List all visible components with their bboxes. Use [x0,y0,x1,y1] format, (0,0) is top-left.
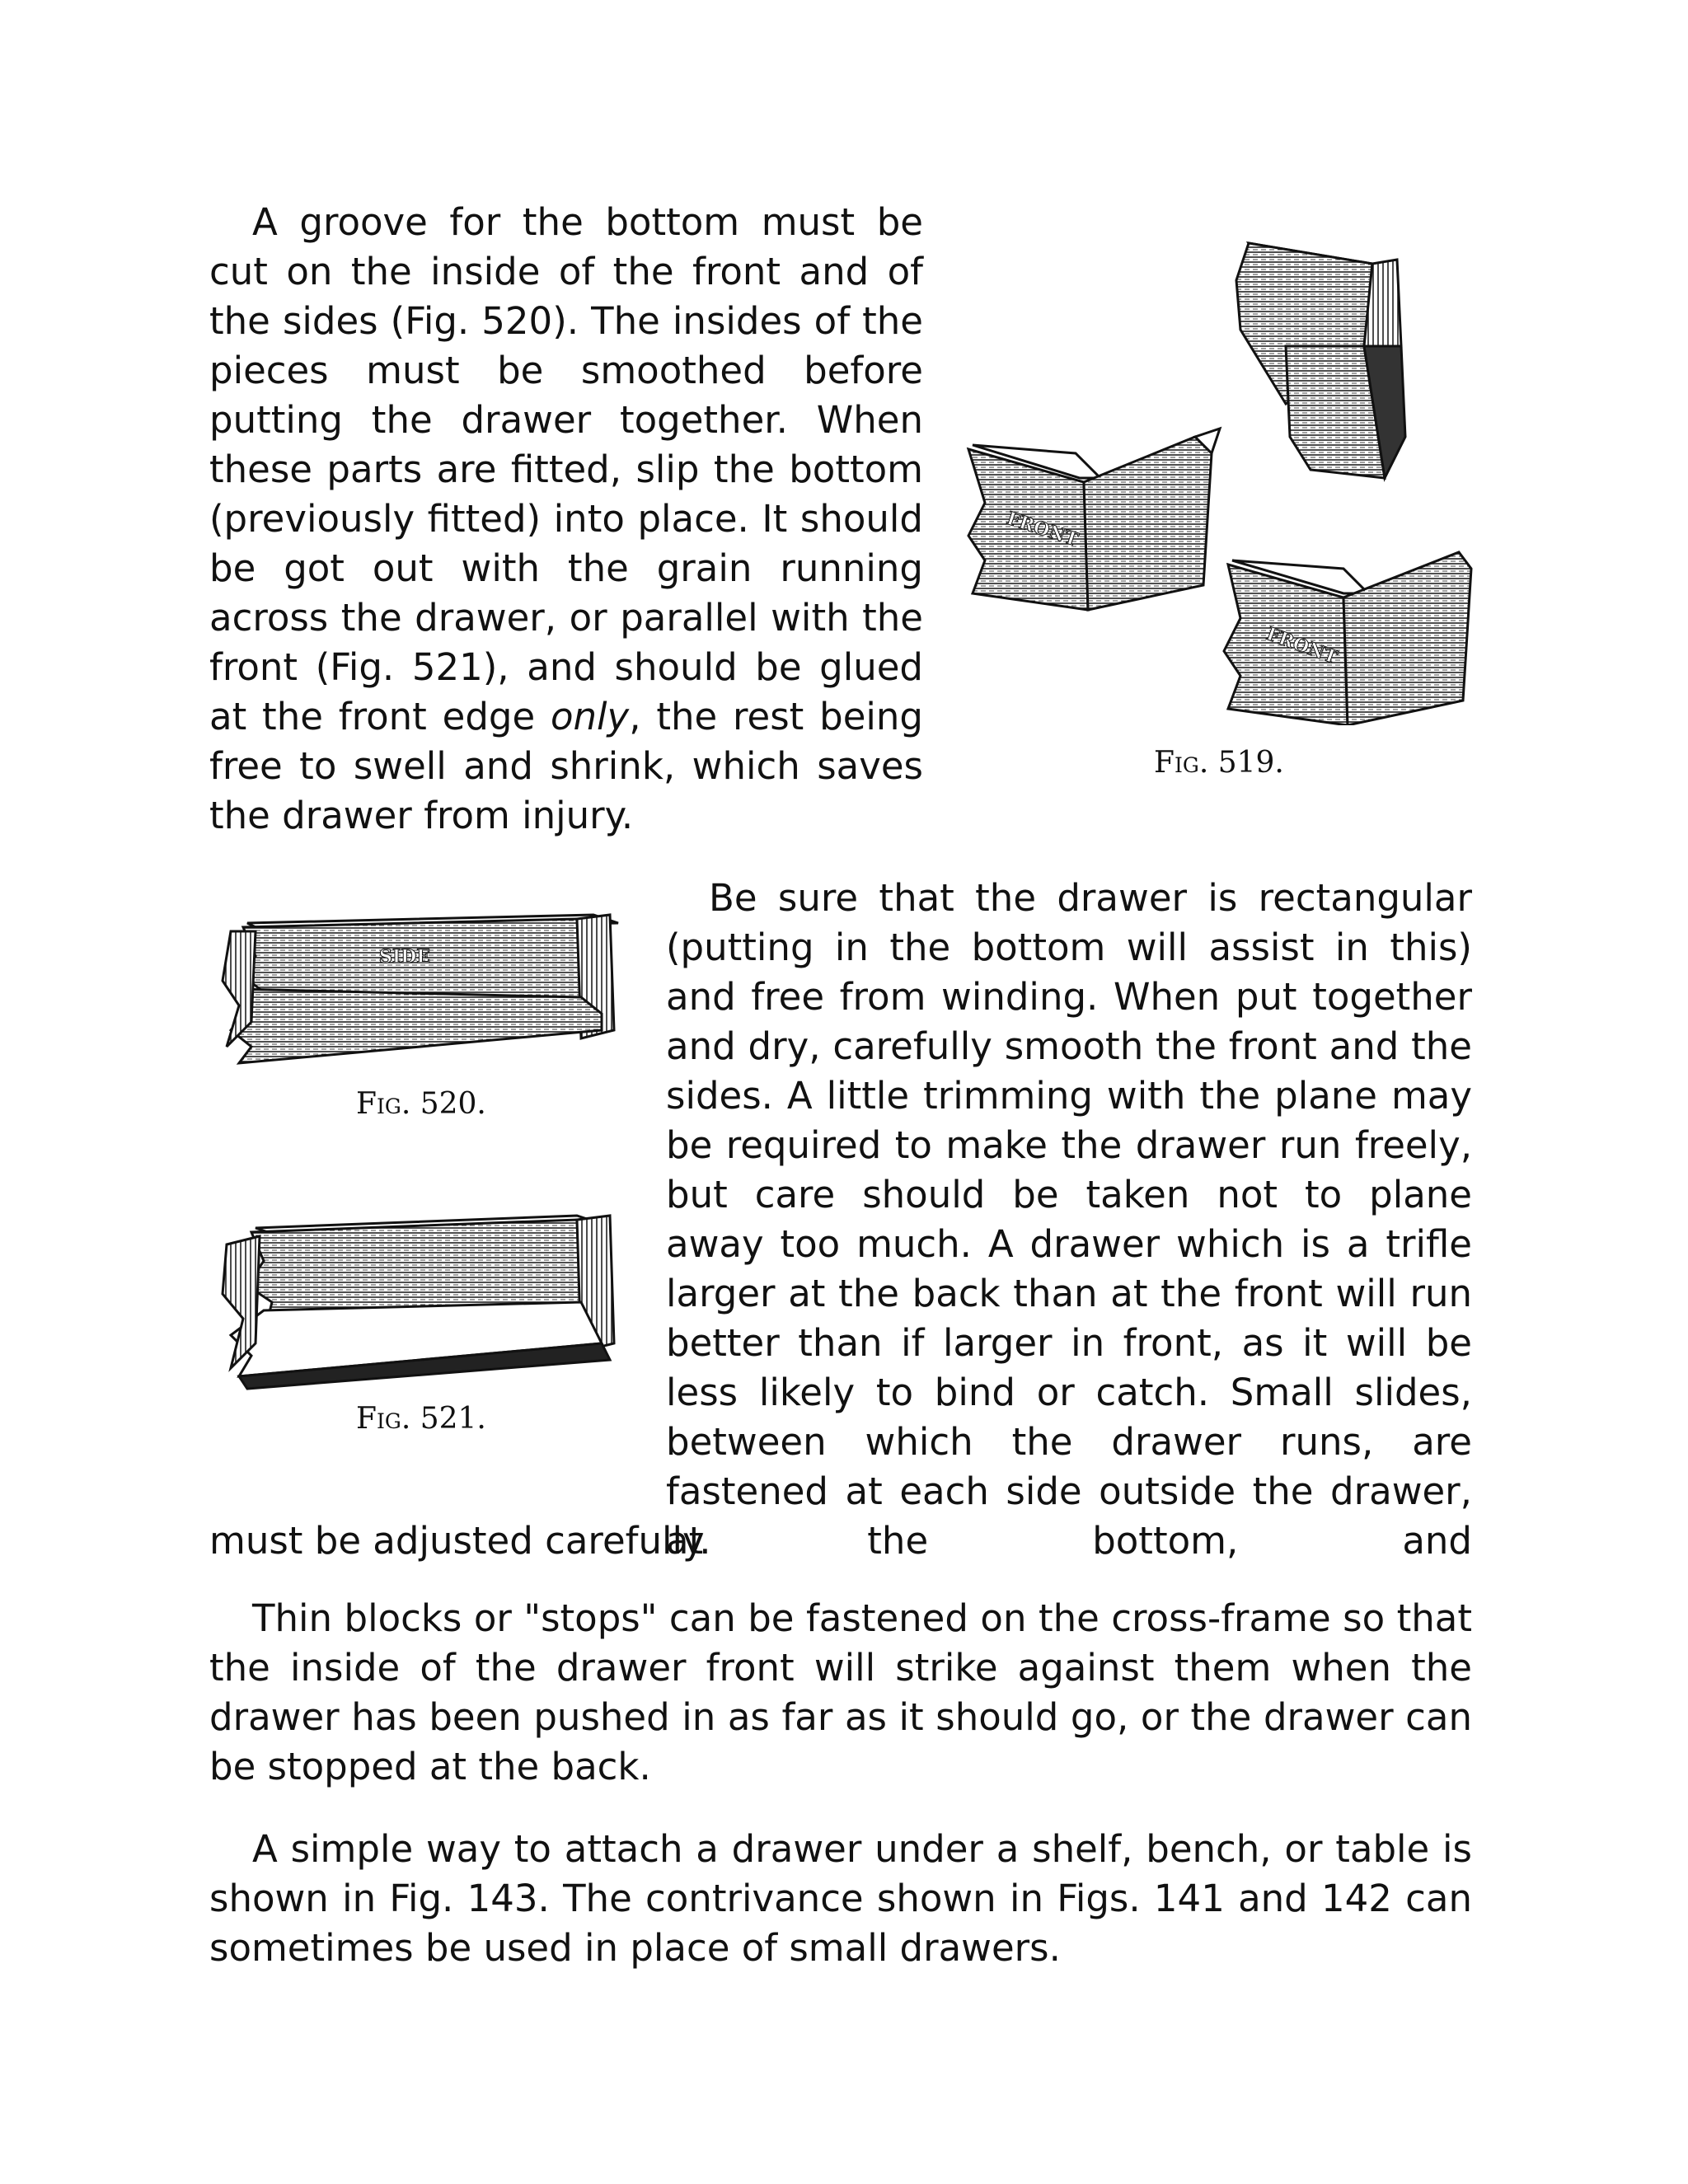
drawer-back-corner [1236,243,1405,478]
emphasis-only: only [551,695,630,738]
figure-520-side-label: SIDE [379,946,431,968]
paragraph-1-end: , the rest being free to swell and shrink, which saves the drawer from injury. [209,695,923,837]
paragraph-1 [209,198,923,841]
figure-519-caption-prefix: Fig [1154,746,1199,780]
paragraph-2: Be sure that the drawer is rectangular (putting in the bottom will assist in this) and free from winding. When put together and dry, carefully smooth the front and the sides. A little trimming with the plane may be required to make the drawer run freely, but care should be taken not to plane away too much. A drawer which is a trifle larger at the back than at the front will run better than if larger in front, as it will be less likely to bind or catch. Small slides, between which the drawer runs, are fastened at each side outside the drawer, at the bottom, and [666,876,1472,1563]
figure-519-caption-suffix: . 519. [1198,746,1284,780]
figure-519-illustration [956,231,1484,725]
figure-521-caption [356,1403,486,1436]
figure-521 [214,1212,626,1393]
figure-519-caption [1154,747,1284,780]
figure-520-illustration [214,907,626,1071]
figure-519-front-label-a: FRONT [1004,507,1081,551]
figure-519-front-label-b: FRONT [1263,623,1340,669]
figure-521-illustration [214,1212,626,1393]
paragraph-4: A simple way to attach a drawer under a shelf, bench, or table is shown in Fig. 143. The contrivance shown in Figs. 141 and 142 can sometimes be used in place of small drawers. [209,1827,1472,1970]
figure-519 [956,231,1484,725]
paragraph-1-text: A groove for the bottom must be cut on the inside of the front and of the sides (Fig. 520). The insides of the pieces must be smoothed before putting the drawer together. When these parts are fitted, slip the bottom (previously fitted) into place. It should be got out with the grain running across the drawer, or parallel with the front (Fig. 521), and should be glued at the front edge [209,200,923,738]
figure-520-caption-suffix: . 520. [401,1087,486,1121]
figure-521-caption-prefix: Fig [356,1402,401,1436]
paragraph-3: Thin blocks or "stops" can be fastened on the cross-frame so that the inside of the drawer front will strike against them when the drawer has been pushed in as far as it should go, or the drawer can be stopped at the back. [209,1596,1472,1788]
figure-520 [214,907,626,1071]
figure-521-caption-suffix: . 521. [401,1402,486,1436]
figure-520-caption [356,1088,486,1121]
paragraph-2-end: must be adjusted carefully. [209,1519,711,1563]
drawer-front-corner-right [1224,552,1471,725]
figure-520-caption-prefix: Fig [356,1087,401,1121]
drawer-front-corner-left [968,429,1220,610]
